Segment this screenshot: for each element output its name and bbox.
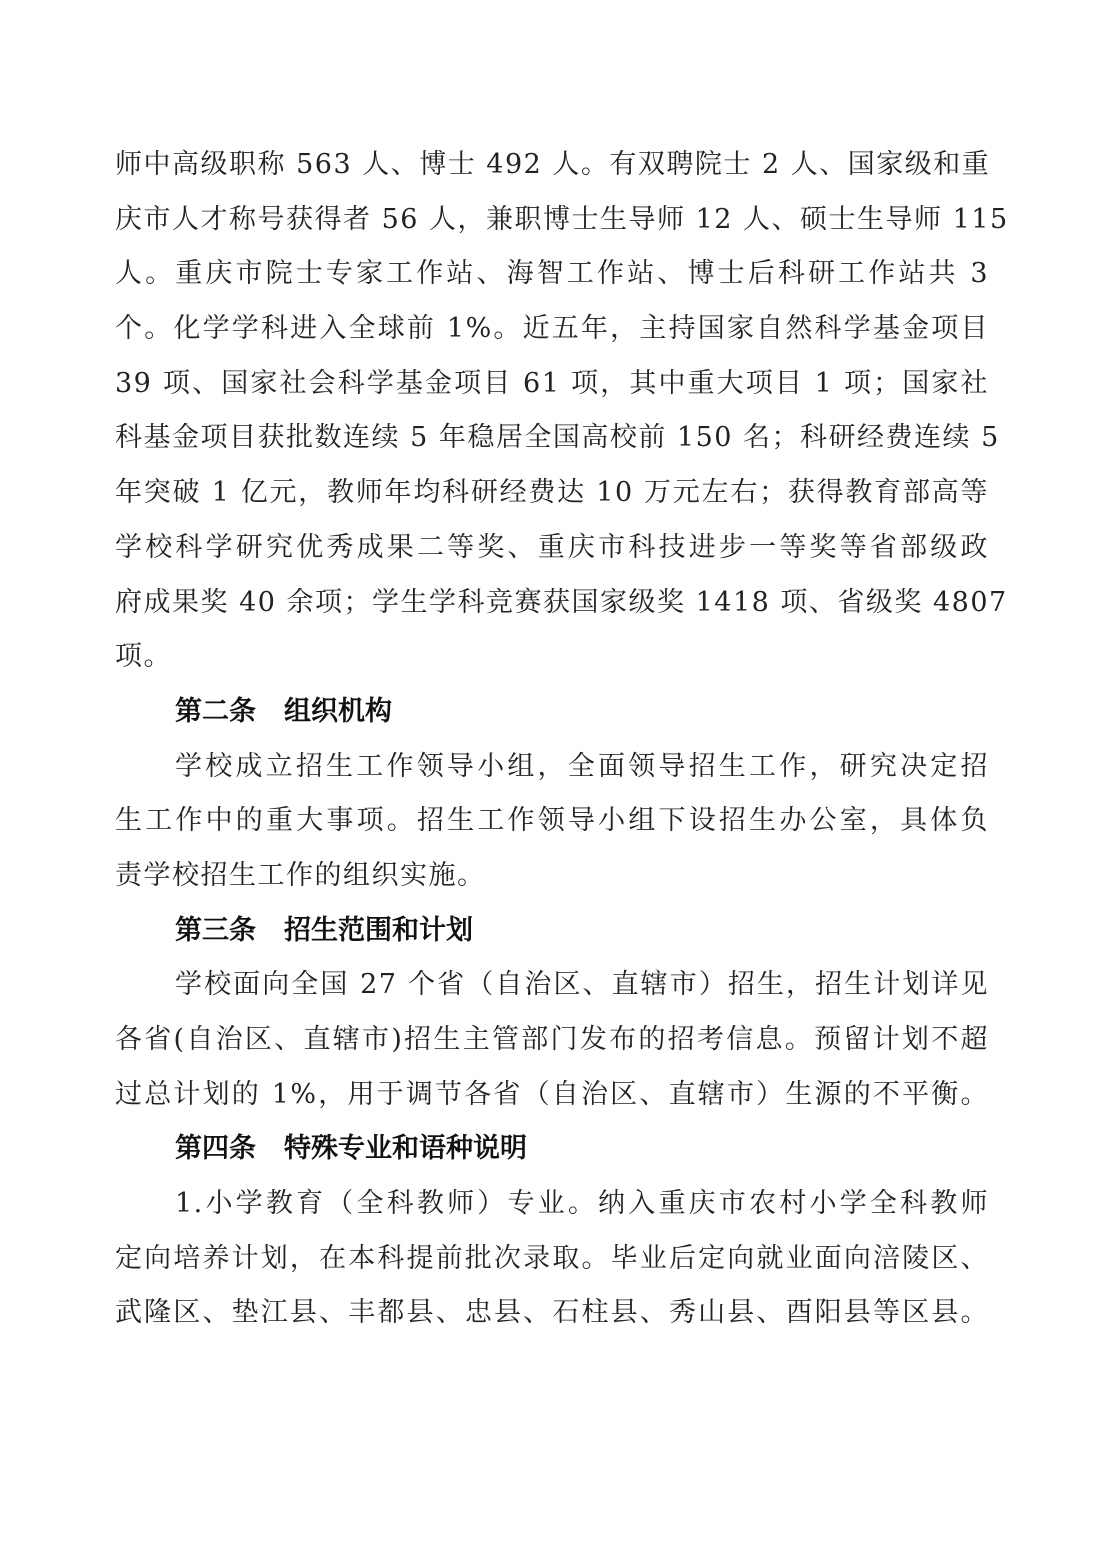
paragraph-line: 庆市人才称号获得者 56 人，兼职博士生导师 12 人、硕士生导师 115 — [115, 203, 1009, 235]
paragraph-line: 府成果奖 40 余项；学生学科竞赛获国家级奖 1418 项、省级奖 4807 — [115, 586, 1008, 618]
paragraph-line: 学校面向全国 27 个省（自治区、直辖市）招生，招生计划详见 — [175, 969, 989, 1001]
article-number: 第三条 — [175, 914, 256, 946]
paragraph-line: 个。化学学科进入全球前 1%。近五年，主持国家自然科学基金项目 — [115, 313, 989, 345]
section-heading — [115, 1122, 989, 1177]
paragraph-line: 学校成立招生工作领导小组，全面领导招生工作，研究决定招 — [175, 750, 989, 782]
paragraph-line: 生工作中的重大事项。招生工作领导小组下设招生办公室，具体负 — [115, 805, 989, 837]
document-page — [115, 138, 1009, 1341]
paragraph-line: 项。 — [115, 641, 172, 673]
section-organization — [115, 685, 989, 904]
paragraph-line: 人。重庆市院士专家工作站、海智工作站、博士后科研工作站共 3 — [115, 258, 989, 290]
paragraph-line: 年突破 1 亿元，教师年均科研经费达 10 万元左右；获得教育部高等 — [115, 477, 989, 509]
paragraph-line: 科基金项目获批数连续 5 年稳居全国高校前 150 名；科研经费连续 5 — [115, 422, 1000, 454]
article-number: 第二条 — [175, 695, 256, 727]
section-heading — [115, 904, 989, 959]
paragraph-line: 学校科学研究优秀成果二等奖、重庆市科技进步一等奖等省部级政 — [115, 531, 989, 563]
paragraph-line: 武隆区、垫江县、丰都县、忠县、石柱县、秀山县、酉阳县等区县。 — [115, 1297, 989, 1329]
paragraph-line: 1.小学教育（全科教师）专业。纳入重庆市农村小学全科教师 — [175, 1188, 989, 1220]
intro-paragraph — [115, 138, 1009, 685]
article-title: 组织机构 — [284, 695, 392, 727]
paragraph-line: 责学校招生工作的组织实施。 — [115, 859, 486, 891]
article-title: 招生范围和计划 — [284, 914, 473, 946]
article-number: 第四条 — [175, 1133, 256, 1165]
paragraph-line: 师中高级职称 563 人、博士 492 人。有双聘院士 2 人、国家级和重 — [115, 149, 991, 180]
section-special-majors — [115, 1122, 989, 1341]
paragraph-line: 39 项、国家社会科学基金项目 61 项，其中重大项目 1 项；国家社 — [115, 367, 989, 399]
paragraph-line: 定向培养计划，在本科提前批次录取。毕业后定向就业面向涪陵区、 — [115, 1242, 989, 1274]
section-heading — [115, 685, 989, 740]
article-title: 特殊专业和语种说明 — [284, 1133, 527, 1165]
paragraph-line: 过总计划的 1%，用于调节各省（自治区、直辖市）生源的不平衡。 — [115, 1078, 989, 1110]
section-enrollment-scope — [115, 904, 989, 1123]
paragraph-line: 各省(自治区、直辖市)招生主管部门发布的招考信息。预留计划不超 — [115, 1024, 989, 1055]
